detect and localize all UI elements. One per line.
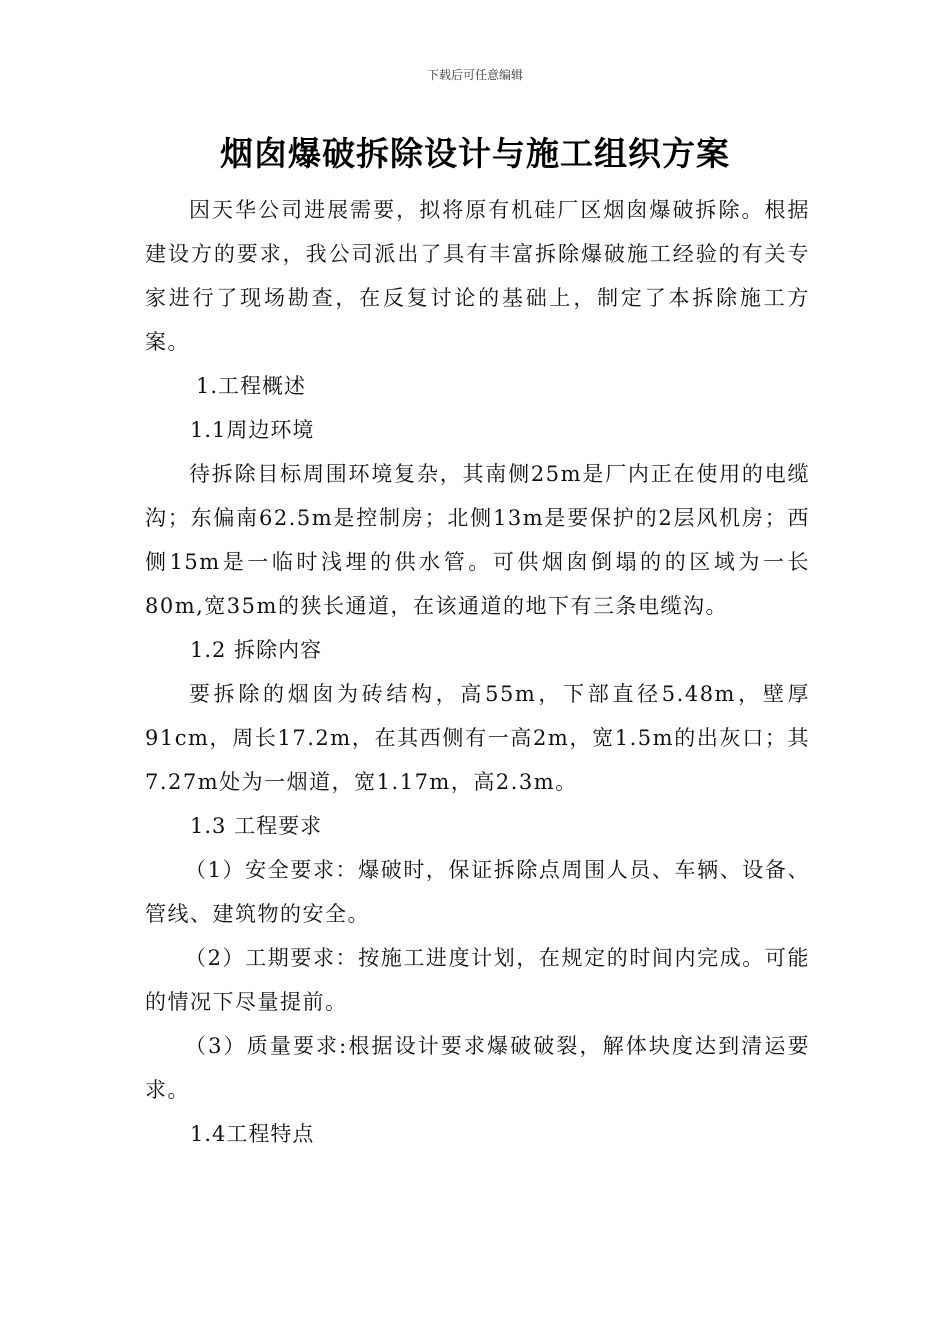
requirement-item-safety: （1）安全要求：爆破时，保证拆除点周围人员、车辆、设备、管线、建筑物的安全。	[145, 858, 810, 926]
section-1-4-heading: 1.4工程特点	[190, 1122, 315, 1146]
section-1-2-heading: 1.2 拆除内容	[190, 638, 323, 662]
section-1-heading: 1.工程概述	[196, 374, 307, 398]
section-1-2-text: 要拆除的烟囱为砖结构，高55m，下部直径5.48m，壁厚91cm，周长17.2m，在其西侧有一高2m，宽1.5m的出灰口；其7.27m处为一烟道，宽1.17m，高2.3m。	[145, 682, 810, 794]
document-title: 烟囱爆破拆除设计与施工组织方案	[220, 134, 730, 173]
requirement-item-quality: （3）质量要求:根据设计要求爆破破裂，解体块度达到清运要求。	[145, 1034, 810, 1102]
section-1-3-heading: 1.3 工程要求	[190, 814, 323, 838]
intro-paragraph: 因天华公司进展需要，拟将原有机硅厂区烟囱爆破拆除。根据建设方的要求，我公司派出了具有丰富拆除爆破施工经验的有关专家进行了现场勘查，在反复讨论的基础上，制定了本拆除施工方案。	[145, 198, 810, 354]
header-note: 下载后可任意编辑	[426, 68, 523, 82]
requirement-item-schedule: （2）工期要求：按施工进度计划，在规定的时间内完成。可能的情况下尽量提前。	[145, 946, 810, 1014]
section-1-1-text: 待拆除目标周围环境复杂，其南侧25m是厂内正在使用的电缆沟；东偏南62.5m是控制房；北侧13m是要保护的2层风机房；西侧15m是一临时浅埋的供水管。可供烟囱倒塌的的区域为一长80m,宽35m的狭长通道，在该通道的地下有三条电缆沟。	[145, 462, 810, 618]
section-1-1-heading: 1.1周边环境	[190, 418, 315, 442]
